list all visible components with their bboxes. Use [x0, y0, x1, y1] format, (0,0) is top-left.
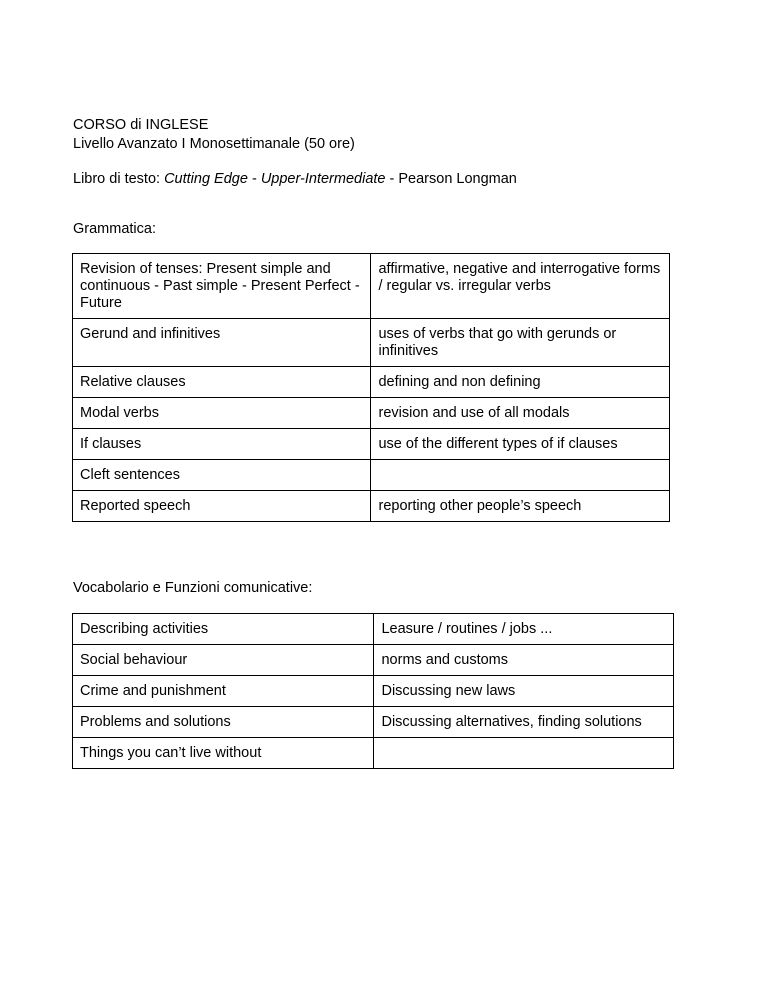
grammar-topic-cell: Relative clauses — [73, 367, 371, 398]
grammar-heading: Grammatica: — [73, 221, 156, 237]
textbook-prefix: Libro di testo: — [73, 171, 165, 187]
vocabulary-detail-cell — [374, 738, 674, 769]
vocabulary-heading: Vocabolario e Funzioni comunicative: — [73, 580, 313, 596]
grammar-detail-cell — [371, 460, 670, 491]
table-row — [73, 676, 674, 707]
grammar-topic-cell: If clauses — [73, 429, 371, 460]
vocabulary-table — [72, 613, 674, 769]
textbook-publisher: Pearson Longman — [398, 171, 517, 187]
grammar-topic-cell: Reported speech — [73, 491, 371, 522]
table-row — [73, 738, 674, 769]
table-row — [73, 491, 670, 522]
grammar-topic-cell: Modal verbs — [73, 398, 371, 429]
table-row — [73, 645, 674, 676]
grammar-topic-cell: Revision of tenses: Present simple and continuous - Past simple - Present Perfect - Future — [73, 254, 371, 319]
textbook-separator: - — [385, 171, 399, 187]
grammar-topic-cell: Cleft sentences — [73, 460, 371, 491]
grammar-detail-cell: reporting other people’s speech — [371, 491, 670, 522]
table-row — [73, 707, 674, 738]
textbook-title: Cutting Edge — [164, 171, 248, 187]
table-row — [73, 429, 670, 460]
table-row — [73, 254, 670, 319]
table-row — [73, 398, 670, 429]
textbook-separator: - — [247, 171, 261, 187]
vocabulary-detail-cell: Discussing new laws — [374, 676, 674, 707]
grammar-detail-cell: use of the different types of if clauses — [371, 429, 670, 460]
grammar-detail-cell: uses of verbs that go with gerunds or infinitives — [371, 319, 670, 367]
vocabulary-topic-cell: Social behaviour — [73, 645, 374, 676]
course-title: CORSO di INGLESE — [73, 117, 209, 133]
vocabulary-detail-cell: Discussing alternatives, finding solutions — [374, 707, 674, 738]
vocabulary-detail-cell: Leasure / routines / jobs ... — [374, 614, 674, 645]
table-row — [73, 460, 670, 491]
course-level: Livello Avanzato I Monosettimanale (50 ore) — [73, 136, 355, 152]
textbook-line — [73, 170, 517, 188]
grammar-table — [72, 253, 670, 522]
table-row — [73, 319, 670, 367]
vocabulary-topic-cell: Describing activities — [73, 614, 374, 645]
grammar-detail-cell: revision and use of all modals — [371, 398, 670, 429]
grammar-detail-cell: affirmative, negative and interrogative forms / regular vs. irregular verbs — [371, 254, 670, 319]
grammar-detail-cell: defining and non defining — [371, 367, 670, 398]
grammar-topic-cell: Gerund and infinitives — [73, 319, 371, 367]
textbook-level: Upper-Intermediate — [260, 171, 386, 187]
vocabulary-topic-cell: Things you can’t live without — [73, 738, 374, 769]
vocabulary-topic-cell: Problems and solutions — [73, 707, 374, 738]
table-row — [73, 614, 674, 645]
table-row — [73, 367, 670, 398]
vocabulary-topic-cell: Crime and punishment — [73, 676, 374, 707]
vocabulary-detail-cell: norms and customs — [374, 645, 674, 676]
